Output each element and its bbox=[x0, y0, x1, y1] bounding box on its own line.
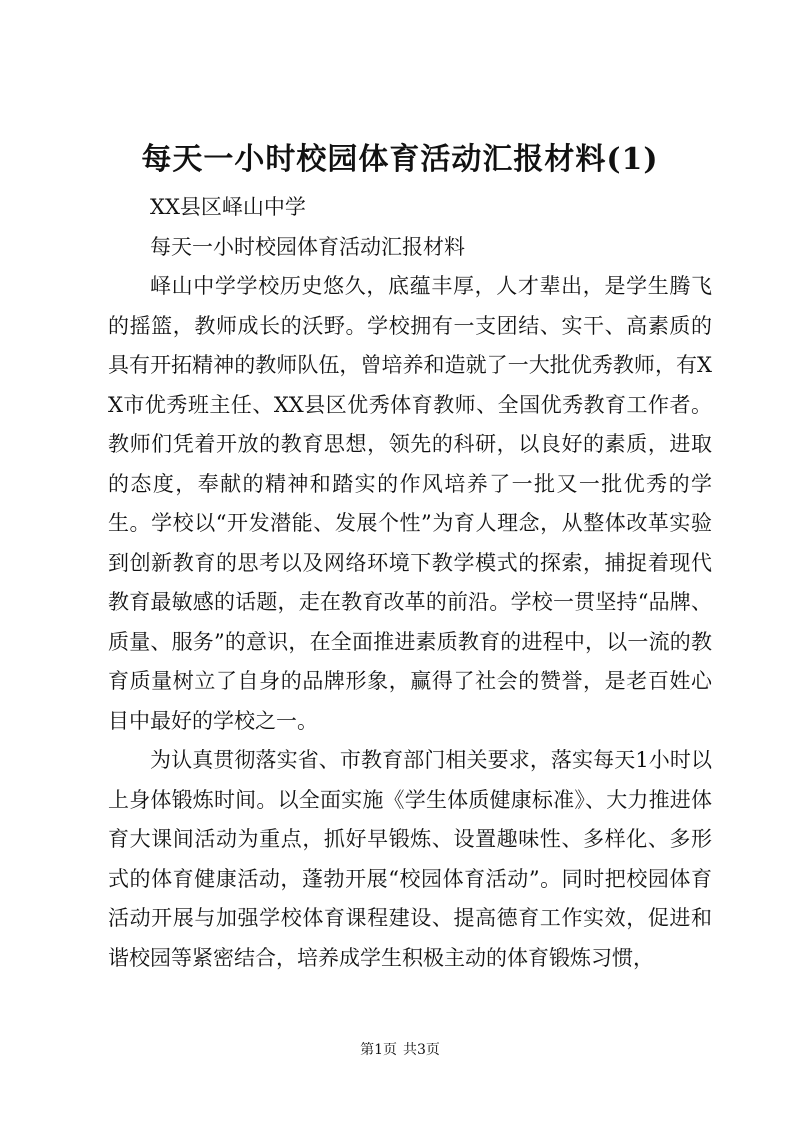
document-title: 每天一小时校园体育活动汇报材料(1) bbox=[141, 142, 659, 177]
page-footer bbox=[0, 1040, 800, 1060]
subtitle-line: 每天一小时校园体育活动汇报材料 bbox=[150, 234, 465, 259]
document-body bbox=[108, 188, 712, 978]
page-total: 共3页 bbox=[403, 1042, 440, 1058]
paragraph-sports-activity: 为认真贯彻落实省、市教育部门相关要求，落实每天1小时以上身体锻炼时间。以全面实施《学生体质健康标准》、大力推进体育大课间活动为重点，抓好早锻炼、设置趣味性、多样化、多形式的体育健康活动，蓬勃开展“校园体育活动”。同时把校园体育活动开展与加强学校体育课程建设、提高德育工作实效，促进和谐校园等紧密结合，培养成学生积极主动的体育锻炼习惯， bbox=[108, 748, 712, 970]
page-number: 第1页 bbox=[360, 1042, 397, 1058]
school-name-line: XX县区峄山中学 bbox=[150, 195, 306, 219]
paragraph-school-history: 峄山中学学校历史悠久，底蕴丰厚，人才辈出，是学生腾飞的摇篮，教师成长的沃野。学校拥有一支团结、实干、高素质的具有开拓精神的教师队伍，曾培养和造就了一大批优秀教师，有XX市优秀班主任、XX县区优秀体育教师、全国优秀教育工作者。教师们凭着开放的教育思想，领先的科研，以良好的素质，进取的态度，奉献的精神和踏实的作风培养了一批又一批优秀的学生。学校以“开发潜能、发展个性”为育人理念，从整体改革实验到创新教育的思考以及网络环境下教学模式的探索，捕捉着现代教育最敏感的话题，走在教育改革的前沿。学校一贯坚持“品牌、质量、服务”的意识，在全面推进素质教育的进程中，以一流的教育质量树立了自身的品牌形象，赢得了社会的赞誉，是老百姓心目中最好的学校之一。 bbox=[108, 274, 712, 733]
